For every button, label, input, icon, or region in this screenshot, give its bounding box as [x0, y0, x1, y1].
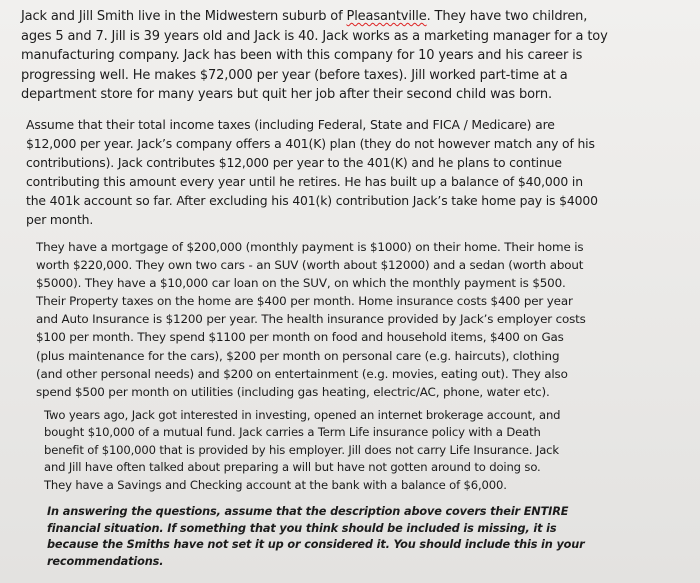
text-line: contributing this amount every year until he retires. He has built up a balance of $40,000 in [26, 174, 583, 189]
text-line: spend $500 per month on utilities (including gas heating, electric/AC, phone, water etc). [36, 384, 550, 399]
text-line: They have a Savings and Checking account at the bank with a balance of $6,000. [44, 477, 507, 492]
paragraph-taxes-401k [26, 115, 598, 229]
text-line: $5000). They have a $10,000 car loan on the SUV, on which the monthly payment is $500. [36, 276, 566, 291]
paragraph-investments-insurance [44, 407, 560, 494]
paragraph-family-background [21, 7, 608, 105]
text-line: manufacturing company. Jack has been with this company for 10 years and his career is [21, 48, 583, 64]
text-line: recommendations. [47, 554, 164, 568]
text-line: and Jill have often talked about preparing a will but have not gotten around to doing so. [44, 460, 541, 475]
paragraph-expenses [36, 238, 586, 401]
text-line: (and other personal needs) and $200 on entertainment (e.g. movies, eating out). They also [36, 366, 568, 381]
text-line: per month. [26, 212, 94, 227]
text-line: $100 per month. They spend $1100 per month on food and household items, $400 on Gas [36, 330, 564, 345]
text-line: and Auto Insurance is $1200 per year. The health insurance provided by Jack’s employer costs [36, 312, 586, 327]
text-line: They have a mortgage of $200,000 (monthly payment is $1000) on their home. Their home is [36, 240, 584, 254]
paragraph-instructions [47, 504, 585, 570]
text-line: ages 5 and 7. Jill is 39 years old and Jack is 40. Jack works as a marketing manager for a toy [21, 28, 608, 44]
text-line: $12,000 per year. Jack’s company offers a 401(K) plan (they do not however match any of his [26, 136, 595, 151]
text-line: progressing well. He makes $72,000 per year (before taxes). Jill worked part-time at a [21, 67, 568, 83]
text-line: Two years ago, Jack got interested in investing, opened an internet brokerage account, and [44, 408, 561, 422]
text-line: worth $220,000. They own two cars - an SUV (worth about $12000) and a sedan (worth about [36, 258, 584, 273]
text-line: In answering the questions, assume that the description above covers their ENTIRE [47, 505, 569, 518]
text-line: financial situation. If something that you think should be included is missing, it is [47, 521, 557, 535]
text-line: the 401k account so far. After excluding his 401(k) contribution Jack’s take home pay is $4000 [26, 193, 598, 208]
text-line: because the Smiths have not set it up or considered it. You should include this in your [47, 538, 585, 552]
text-line: Their Property taxes on the home are $400 per month. Home insurance costs $400 per year [36, 294, 573, 309]
text-line: bought $10,000 of a mutual fund. Jack carries a Term Life insurance policy with a Death [44, 425, 541, 440]
spellcheck-underlined-word: Pleasantville [346, 9, 427, 24]
text-line: department store for many years but quit her job after their second child was born. [21, 87, 552, 103]
text-line: Assume that their total income taxes (including Federal, State and FICA / Medicare) are [26, 117, 555, 132]
text-line: contributions). Jack contributes $12,000 per year to the 401(K) and he plans to continue [26, 155, 562, 170]
text-line: benefit of $100,000 that is provided by his employer. Jill does not carry Life Insurance. Jack [44, 442, 559, 457]
text-line: Jack and Jill Smith live in the Midwestern suburb of Pleasantville. They have two children, [21, 9, 588, 24]
text-line: (plus maintenance for the cars), $200 per month on personal care (e.g. haircuts), clothing [36, 348, 560, 363]
